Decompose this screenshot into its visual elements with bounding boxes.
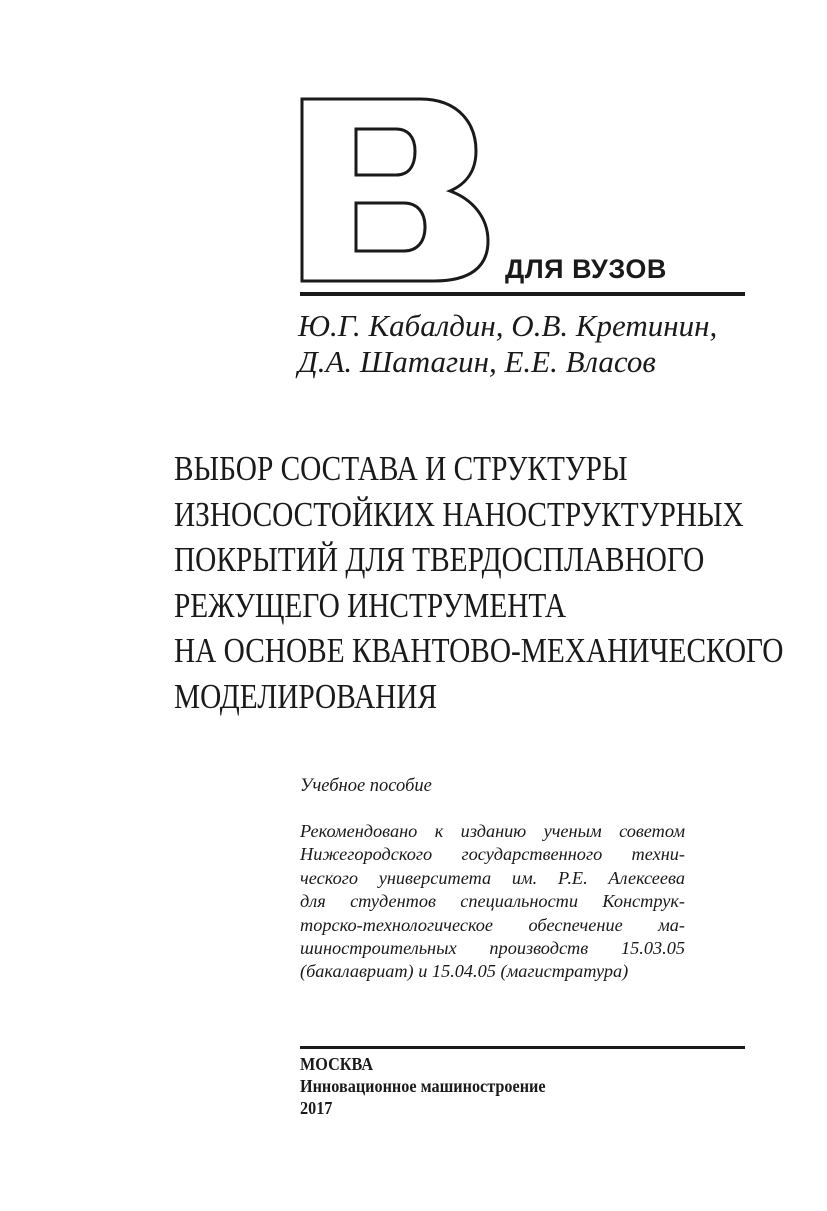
logo-upper-counter [356, 129, 415, 175]
book-type: Учебное пособие [300, 776, 432, 796]
imprint-publisher: Инновационное машиностроение [300, 1076, 546, 1096]
recommendation-line: (бакалавриат) и 15.04.05 (магистратура) [300, 961, 629, 982]
imprint-city: МОСКВА [300, 1054, 374, 1074]
recommendation-line: ческого университета им. Р.Е. Алексеева [300, 867, 685, 888]
series-label: ДЛЯ ВУЗОВ [505, 254, 667, 284]
series-logo-b [300, 97, 490, 283]
authors-line: Д.А. Шатагин, Е.Е. Власов [298, 344, 656, 379]
recommendation-line: для студентов специальности Конструк- [300, 891, 685, 912]
book-title [174, 447, 783, 720]
title-line: МОДЕЛИРОВАНИЯ [174, 677, 438, 716]
logo-lower-counter [356, 203, 425, 251]
title-line: РЕЖУЩЕГО ИНСТРУМЕНТА [174, 586, 567, 625]
logo-outer-shape [302, 99, 488, 281]
title-line: ПОКРЫТИЙ ДЛЯ ТВЕРДОСПЛАВНОГО [174, 541, 705, 579]
recommendation-line: шиностроительных производств 15.03.05 [300, 937, 685, 958]
title-line: ИЗНОСОСТОЙКИХ НАНОСТРУКТУРНЫХ [174, 495, 744, 534]
authors [298, 308, 717, 380]
imprint-year: 2017 [300, 1098, 333, 1118]
recommendation-line: Рекомендовано к изданию ученым советом [300, 821, 685, 841]
imprint [300, 1053, 546, 1119]
title-line: ВЫБОР СОСТАВА И СТРУКТУРЫ [174, 450, 628, 488]
title-line: НА ОСНОВЕ КВАНТОВО-МЕХАНИЧЕСКОГО [174, 632, 784, 670]
top-divider [300, 292, 745, 296]
recommendation-text [300, 820, 700, 984]
recommendation-line: Нижегородского государственного техни- [300, 844, 685, 865]
recommendation-line: торско-технологическое обеспечение ма- [300, 914, 685, 935]
bottom-divider [300, 1046, 745, 1049]
authors-line: Ю.Г. Кабалдин, О.В. Кретинин, [298, 308, 718, 343]
